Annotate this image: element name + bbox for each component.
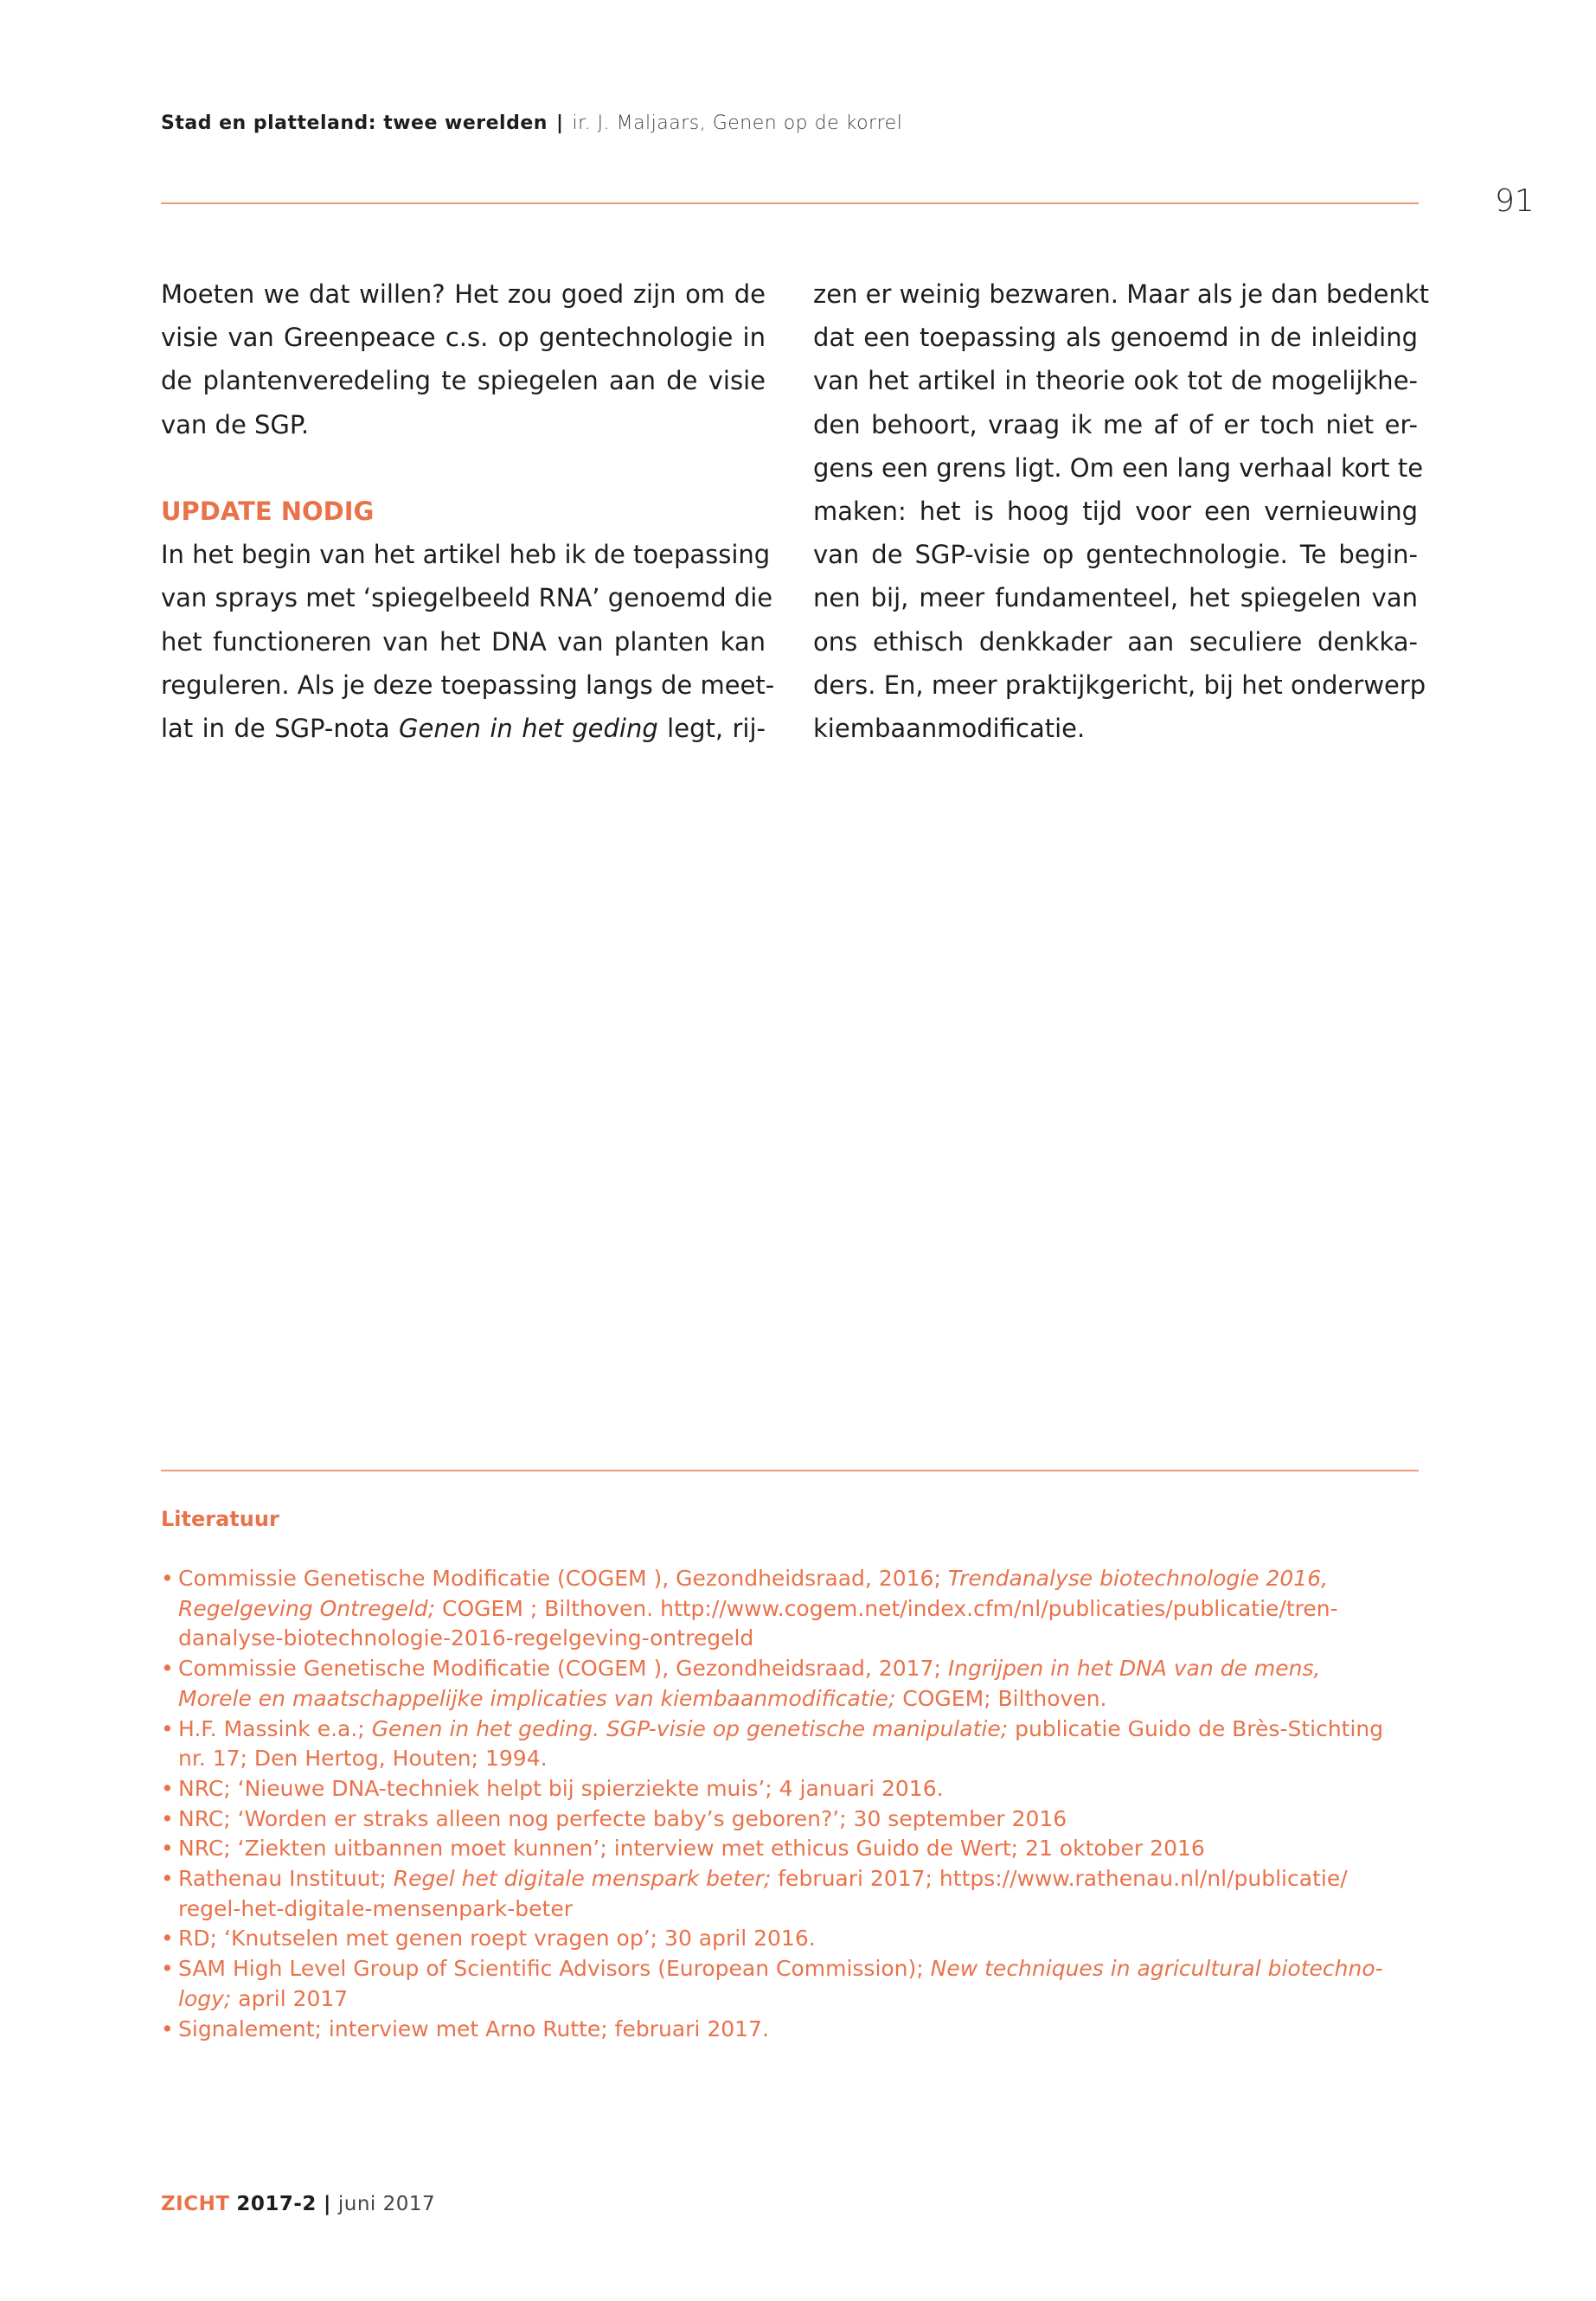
bullet-icon: • [161, 1805, 174, 1831]
text-line [161, 533, 771, 576]
literature-heading: Literatuur [161, 1507, 279, 1531]
reference-line [178, 1864, 1433, 1894]
text-segment: Commissie Genetische Modificatie (COGEM ), Gezondheidsraad, 2017; [178, 1656, 948, 1682]
text-segment: COGEM ; Bilthoven. http://www.cogem.net/index.cfm/nl/publicaties/publicatie/tren- [435, 1595, 1338, 1621]
text-segment: maken: het is hoog tijd voor een vernieuwing [813, 496, 1418, 526]
text-line [813, 316, 1418, 359]
italic-text: Genen in het geding [399, 713, 658, 743]
italic-text: New techniques in agricultural biotechno- [930, 1956, 1383, 1982]
text-line [813, 533, 1418, 576]
header-separator: | [555, 112, 564, 134]
text-line [813, 490, 1418, 533]
text-line [161, 707, 766, 750]
text-segment: NRC; ‘Nieuwe DNA-techniek helpt bij spierziekte muis’; 4 januari 2016. [178, 1775, 944, 1801]
text-segment: nen bij, meer fundamenteel, het spiegelen van [813, 583, 1418, 613]
reference-item [161, 1804, 1433, 1835]
text-segment: februari 2017; https://www.rathenau.nl/nl/publicatie/ [771, 1866, 1348, 1892]
reference-line [178, 1715, 1433, 1745]
text-segment: den behoort, vraag ik me af of er toch niet er- [813, 409, 1418, 439]
text-line [813, 707, 1418, 750]
bullet-icon: • [161, 1926, 174, 1952]
text-segment: april 2017 [231, 1985, 349, 2011]
text-segment: In het begin van het artikel heb ik de toepassing [161, 540, 771, 570]
italic-text: Regelgeving Ontregeld; [178, 1595, 436, 1621]
text-segment: van de SGP. [161, 409, 310, 439]
text-segment: zen er weinig bezwaren. Maar als je dan bedenkt [813, 279, 1430, 309]
text-segment: SAM High Level Group of Scientific Advisors (European Commission); [178, 1956, 931, 1982]
text-line [161, 663, 775, 707]
reference-item [161, 1715, 1433, 1774]
text-line [161, 620, 766, 663]
magazine-name: ZICHT [161, 2193, 230, 2215]
reference-line [178, 2015, 1433, 2045]
reference-item [161, 1654, 1433, 1714]
reference-item [161, 1864, 1433, 1924]
text-segment: RD; ‘Knutselen met genen roept vragen op’; 30 april 2016. [178, 1926, 816, 1952]
bullet-icon: • [161, 2016, 174, 2041]
reference-line [178, 1804, 1433, 1835]
text-line [161, 403, 766, 446]
text-segment: legt, rij- [657, 713, 766, 743]
text-segment: van sprays met ‘spiegelbeeld RNA’ genoemd die [161, 583, 773, 613]
text-segment: kiembaanmodificatie. [813, 713, 1086, 743]
literature-divider [161, 1470, 1419, 1471]
text-segment: danalyse-biotechnologie-2016-regelgeving-ontregeld [178, 1625, 754, 1651]
reference-line [178, 1594, 1433, 1625]
blank-line [161, 446, 766, 490]
text-segment: ders. En, meer praktijkgericht, bij het onderwerp [813, 670, 1426, 700]
text-segment: het functioneren van het DNA van planten kan [161, 626, 766, 657]
reference-item [161, 1834, 1433, 1864]
text-line [161, 359, 766, 402]
text-line [813, 576, 1418, 619]
italic-text: Ingrijpen in het DNA van de mens, [947, 1656, 1321, 1682]
reference-line [178, 1954, 1433, 1984]
page-number: 91 [1495, 183, 1535, 219]
text-segment: dat een toepassing als genoemd in de inleiding [813, 323, 1418, 353]
reference-list [161, 1564, 1433, 2044]
reference-line [178, 1564, 1433, 1594]
text-segment: NRC; ‘Worden er straks alleen nog perfecte baby’s geboren?’; 30 september 2016 [178, 1805, 1067, 1831]
reference-line [178, 1984, 1433, 2015]
bullet-icon: • [161, 1566, 174, 1591]
text-segment: reguleren. Als je deze toepassing langs de meet- [161, 670, 775, 700]
text-line [813, 403, 1418, 446]
bullet-icon: • [161, 1866, 174, 1892]
text-segment: visie van Greenpeace c.s. op gentechnologie in [161, 323, 766, 353]
reference-line [178, 1684, 1433, 1715]
text-line [813, 620, 1418, 663]
reference-line [178, 1744, 1433, 1774]
issue-date: juni 2017 [337, 2193, 436, 2215]
running-header [161, 112, 902, 134]
text-line [813, 446, 1424, 490]
text-segment: COGEM; Bilthoven. [895, 1685, 1107, 1711]
text-segment: Signalement; interview met Arno Rutte; februari 2017. [178, 2016, 769, 2041]
italic-text: Genen in het geding. SGP-visie op genetische manipulatie; [371, 1715, 1009, 1741]
text-segment: ons ethisch denkkader aan seculiere denkka- [813, 626, 1418, 657]
reference-line [178, 1624, 1433, 1654]
text-line [161, 576, 773, 619]
reference-line [178, 1924, 1433, 1954]
reference-item [161, 1774, 1433, 1804]
issue-number: 2017-2 [236, 2193, 317, 2215]
text-segment: gens een grens ligt. Om een lang verhaal kort te [813, 452, 1424, 483]
bullet-icon: • [161, 1836, 174, 1862]
reference-item [161, 1924, 1433, 1954]
italic-text: logy; [178, 1985, 232, 2011]
right-column [813, 272, 1430, 750]
bullet-icon: • [161, 1956, 174, 1982]
text-segment: regel-het-digitale-mensenpark-beter [178, 1895, 573, 1921]
text-segment: Rathenau Instituut; [178, 1866, 394, 1892]
text-segment: van het artikel in theorie ook tot de mogelijkhe- [813, 366, 1418, 396]
text-segment: nr. 17; Den Hertog, Houten; 1994. [178, 1746, 548, 1772]
text-segment: Moeten we dat willen? Het zou goed zijn om de [161, 279, 766, 309]
reference-line [178, 1894, 1433, 1925]
left-column [161, 272, 775, 750]
text-segment: Commissie Genetische Modificatie (COGEM ), Gezondheidsraad, 2016; [178, 1566, 948, 1591]
reference-item [161, 1564, 1433, 1654]
text-line [813, 272, 1430, 316]
author-article-title: ir. J. Maljaars, Genen op de korrel [572, 112, 903, 134]
header-divider [161, 202, 1419, 204]
bullet-icon: • [161, 1775, 174, 1801]
reference-line [178, 1654, 1433, 1684]
footer-separator: | [323, 2193, 331, 2215]
italic-text: Regel het digitale menspark beter; [393, 1866, 772, 1892]
section-title: Stad en platteland: twee werelden [161, 112, 548, 134]
bullet-icon: • [161, 1715, 174, 1741]
text-line [813, 663, 1426, 707]
italic-text: Morele en maatschappelijke implicaties van kiembaanmodificatie; [178, 1685, 896, 1711]
text-segment: H.F. Massink e.a.; [178, 1715, 372, 1741]
running-footer [161, 2193, 435, 2215]
text-segment: NRC; ‘Ziekten uitbannen moet kunnen’; interview met ethicus Guido de Wert; 21 oktober 2016 [178, 1836, 1205, 1862]
reference-line [178, 1834, 1433, 1864]
text-segment: van de SGP-visie op gentechnologie. Te begin- [813, 540, 1418, 570]
text-line [161, 272, 766, 316]
section-heading: UPDATE NODIG [161, 496, 375, 526]
italic-text: Trendanalyse biotechnologie 2016, [947, 1566, 1329, 1591]
text-line [161, 316, 766, 359]
reference-item [161, 2015, 1433, 2045]
text-segment: publicatie Guido de Brès-Stichting [1008, 1715, 1384, 1741]
reference-line [178, 1774, 1433, 1804]
text-line [813, 359, 1418, 402]
text-segment: de plantenveredeling te spiegelen aan de visie [161, 366, 766, 396]
bullet-icon: • [161, 1656, 174, 1682]
reference-item [161, 1954, 1433, 2014]
text-segment: lat in de SGP-nota [161, 713, 400, 743]
